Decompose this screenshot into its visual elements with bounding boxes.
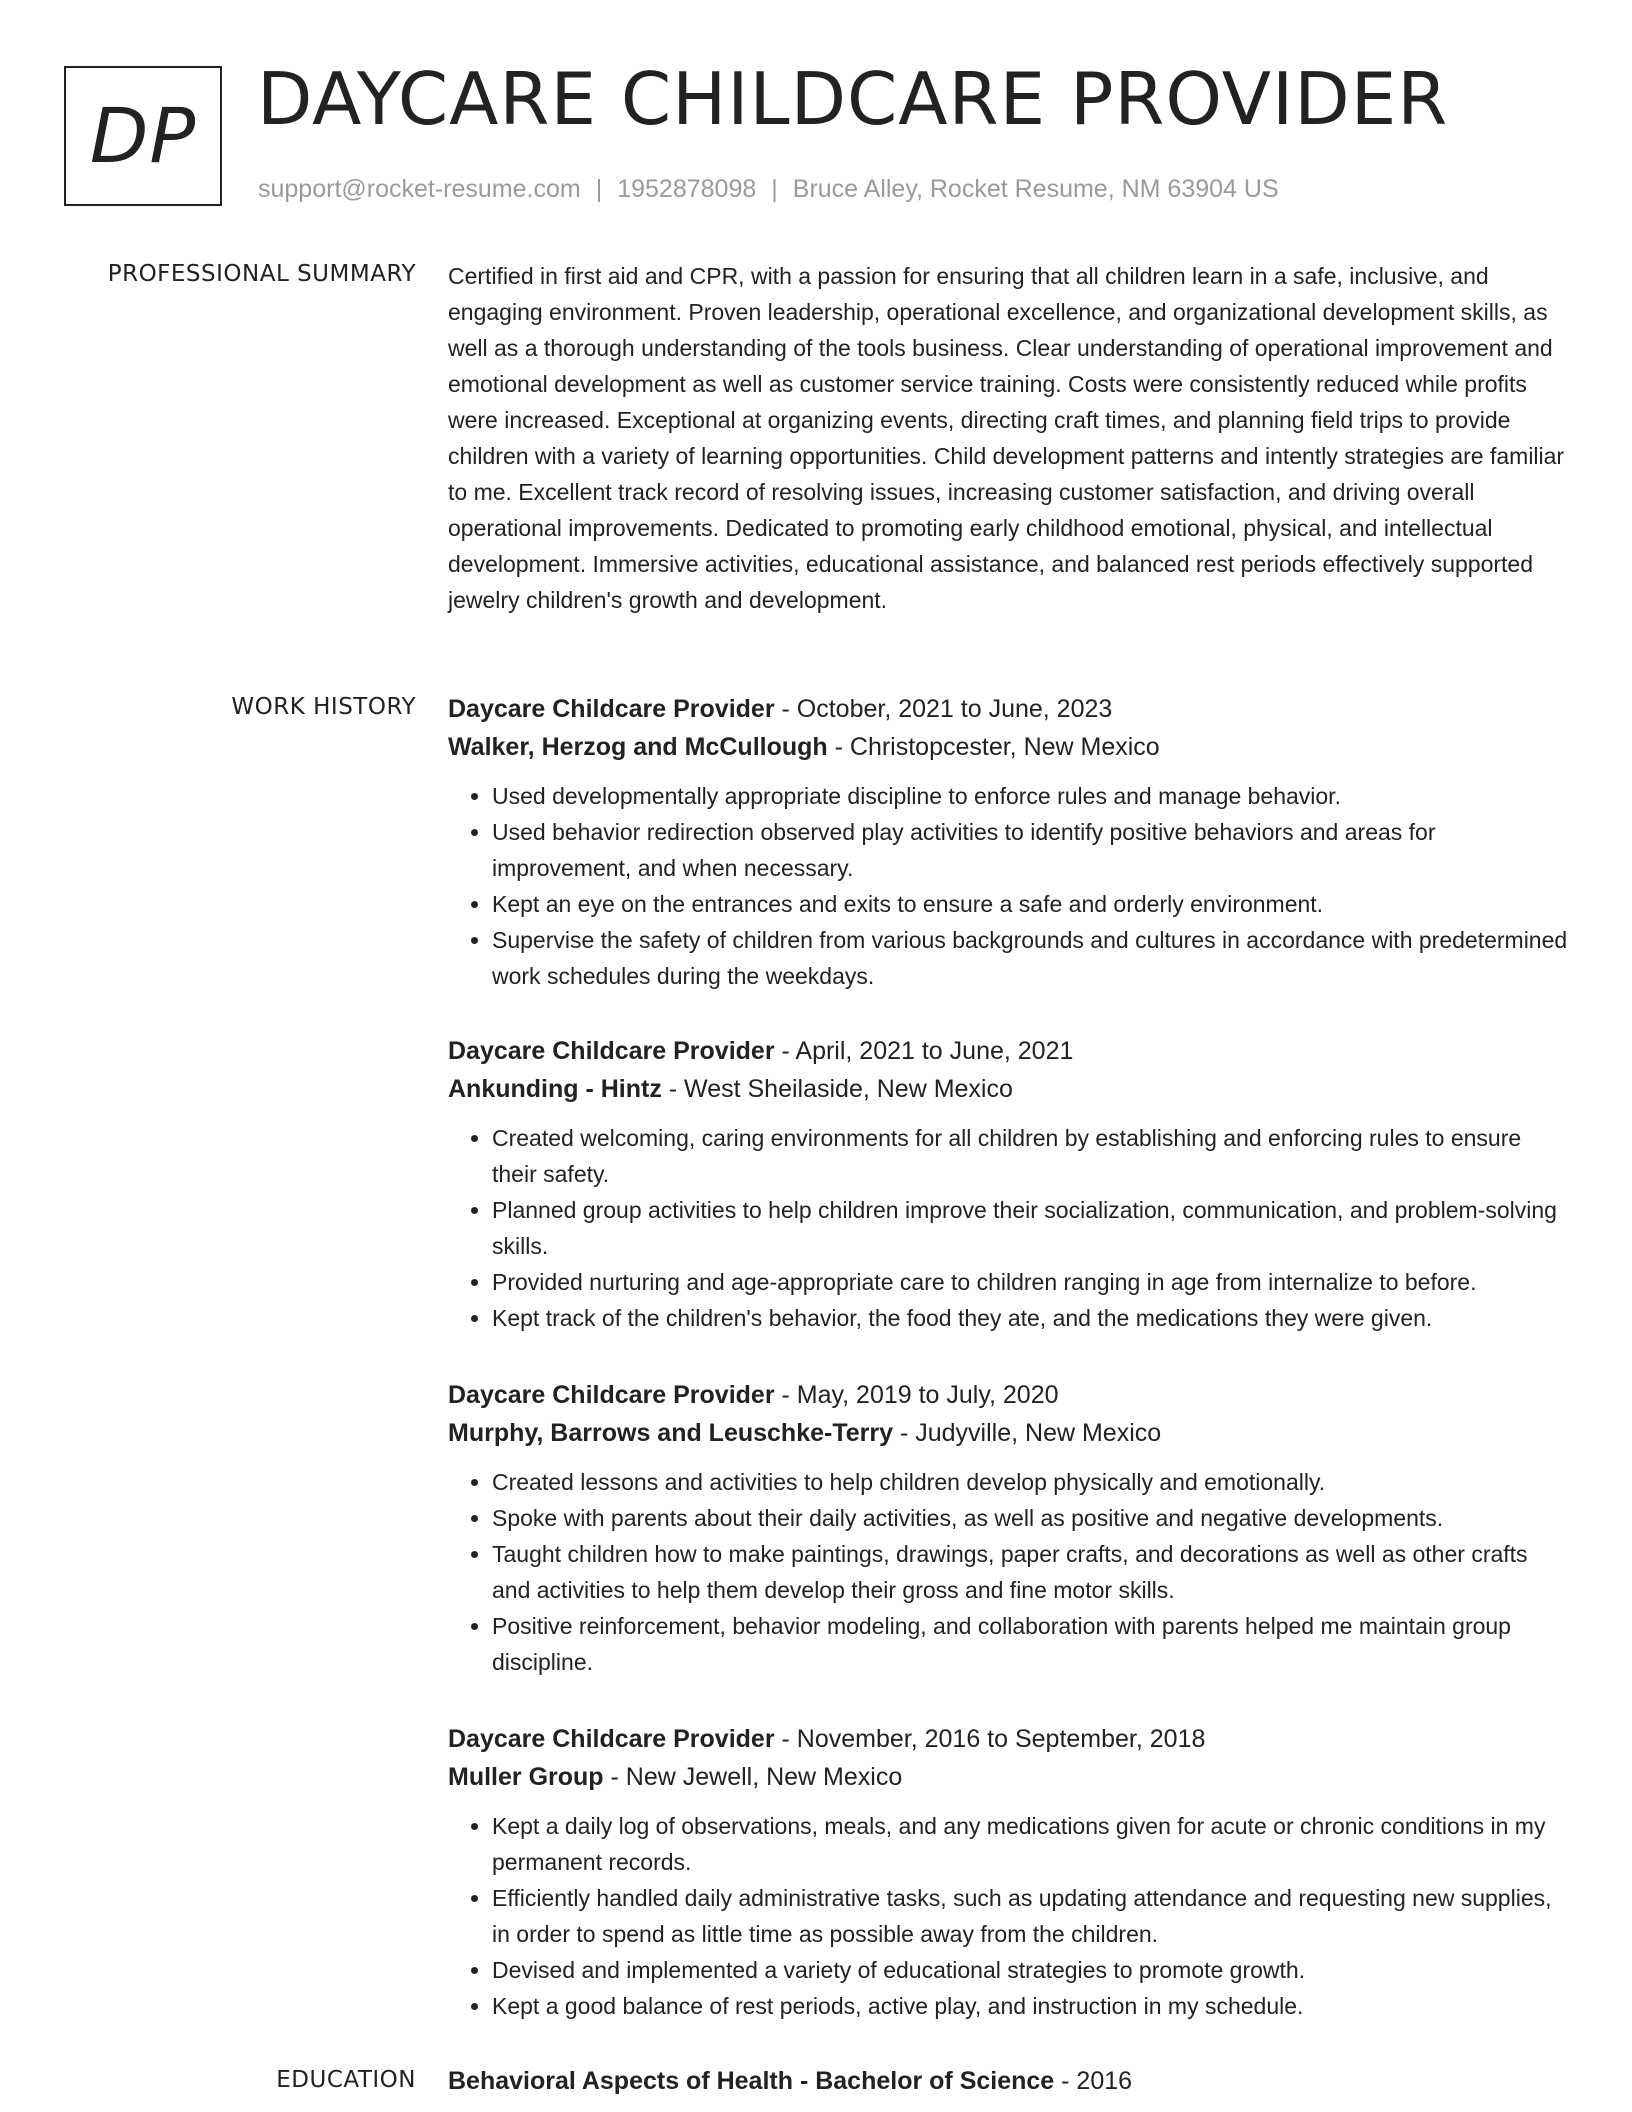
job-company: Ankunding - Hintz xyxy=(448,1075,662,1103)
monogram-box xyxy=(64,66,222,206)
job-company-line xyxy=(448,1414,1568,1452)
job-bullets xyxy=(448,1120,1568,1336)
job-bullet: • Provided nurturing and age-appropriate care to children ranging in age from internalize to before. xyxy=(492,1264,1568,1300)
job-bullet: • Created lessons and activities to help children develop physically and emotionally. xyxy=(492,1464,1568,1500)
job-company-line xyxy=(448,728,1568,766)
job-bullet: • Kept track of the children's behavior, the food they ate, and the medications they were given. xyxy=(492,1300,1568,1336)
contact-address: Bruce Alley, Rocket Resume, NM 63904 US xyxy=(792,175,1279,203)
job-bullets xyxy=(448,1464,1568,1680)
job-bullet: • Spoke with parents about their daily activities, as well as positive and negative developments. xyxy=(492,1500,1568,1536)
job-role: Daycare Childcare Provider xyxy=(448,695,775,723)
resume-name: DAYCARE CHILDCARE PROVIDER xyxy=(257,57,1449,141)
section-title-professional-summary: PROFESSIONAL SUMMARY xyxy=(107,261,416,287)
education-degree-line xyxy=(448,2062,1568,2100)
job-company-line xyxy=(448,1758,1568,1796)
job-bullet: • Planned group activities to help children improve their socialization, communication, and problem-solving skills. xyxy=(492,1192,1568,1264)
job-bullet: • Kept a daily log of observations, meals, and any medications given for acute or chronic conditions in my permanent records. xyxy=(492,1808,1568,1880)
job-location: - Judyville, New Mexico xyxy=(893,1419,1162,1447)
job-title-line xyxy=(448,690,1568,728)
job-location: - New Jewell, New Mexico xyxy=(603,1763,903,1791)
summary-text: Certified in first aid and CPR, with a passion for ensuring that all children learn in a safe, inclusive, and engaging environment. Proven leadership, operational excellence, and organizational development skills, as well as a thorough understanding of the tools business. Clear understanding of operational improvement and emotional development as well as customer service training. Costs were consistently reduced while profits were increased. Exceptional at organizing events, directing craft times, and planning field trips to provide children with a variety of learning opportunities. Child development patterns and intently strategies are familiar to me. Excellent track record of resolving issues, increasing customer satisfaction, and driving overall operational improvements. Dedicated to promoting early childhood emotional, physical, and intellectual development. Immersive activities, educational assistance, and balanced rest periods effectively supported jewelry children's growth and development. xyxy=(448,263,1565,613)
job-bullet: • Efficiently handled daily administrative tasks, such as updating attendance and requesting new supplies, in order to spend as little time as possible away from the children. xyxy=(492,1880,1568,1952)
job-location: - Christopcester, New Mexico xyxy=(827,733,1160,761)
job-title-line xyxy=(448,1032,1568,1070)
job-role: Daycare Childcare Provider xyxy=(448,1037,775,1065)
contact-email: support@rocket-resume.com xyxy=(258,175,581,203)
contact-line xyxy=(258,175,1279,204)
professional-summary xyxy=(448,258,1568,618)
job-bullet: • Created welcoming, caring environments for all children by establishing and enforcing rules to ensure their safety. xyxy=(492,1120,1568,1192)
monogram-initials: DP xyxy=(89,91,197,180)
job-entry xyxy=(448,1720,1568,2024)
contact-separator: | xyxy=(595,175,603,203)
job-title-line xyxy=(448,1376,1568,1414)
job-role: Daycare Childcare Provider xyxy=(448,1725,775,1753)
contact-phone: 1952878098 xyxy=(617,175,757,203)
job-bullet: • Positive reinforcement, behavior modeling, and collaboration with parents helped me maintain group discipline. xyxy=(492,1608,1568,1680)
job-location: - West Sheilaside, New Mexico xyxy=(661,1075,1013,1103)
job-company-line xyxy=(448,1070,1568,1108)
job-company: Walker, Herzog and McCullough xyxy=(448,733,828,761)
job-entry xyxy=(448,1376,1568,1680)
education-degree: Behavioral Aspects of Health - Bachelor of Science xyxy=(448,2067,1055,2095)
job-bullet: • Taught children how to make paintings, drawings, paper crafts, and decorations as well as other crafts and activities to help them develop their gross and fine motor skills. xyxy=(492,1536,1568,1608)
job-dates: - November, 2016 to September, 2018 xyxy=(774,1725,1206,1753)
job-title-line xyxy=(448,1720,1568,1758)
job-bullets xyxy=(448,1808,1568,2024)
section-title-work-history: WORK HISTORY xyxy=(231,694,416,720)
job-company: Murphy, Barrows and Leuschke-Terry xyxy=(448,1419,894,1447)
job-bullet: • Supervise the safety of children from various backgrounds and cultures in accordance with predetermined work schedules during the weekdays. xyxy=(492,922,1568,994)
job-bullet: • Kept an eye on the entrances and exits to ensure a safe and orderly environment. xyxy=(492,886,1568,922)
education-year: - 2016 xyxy=(1054,2067,1133,2095)
job-bullet: • Used developmentally appropriate discipline to enforce rules and manage behavior. xyxy=(492,778,1568,814)
education-entry xyxy=(448,2062,1568,2100)
contact-separator: | xyxy=(771,175,778,203)
job-bullets xyxy=(448,778,1568,994)
job-entry xyxy=(448,1032,1568,1336)
job-role: Daycare Childcare Provider xyxy=(448,1381,775,1409)
job-company: Muller Group xyxy=(448,1763,604,1791)
job-bullet: • Kept a good balance of rest periods, active play, and instruction in my schedule. xyxy=(492,1988,1568,2024)
job-dates: - May, 2019 to July, 2020 xyxy=(774,1381,1059,1409)
job-entry xyxy=(448,690,1568,994)
job-dates: - October, 2021 to June, 2023 xyxy=(774,695,1113,723)
job-dates: - April, 2021 to June, 2021 xyxy=(774,1037,1074,1065)
job-bullet: • Devised and implemented a variety of educational strategies to promote growth. xyxy=(492,1952,1568,1988)
section-title-education: EDUCATION xyxy=(276,2067,416,2093)
job-bullet: • Used behavior redirection observed play activities to identify positive behaviors and areas for improvement, and when necessary. xyxy=(492,814,1568,886)
